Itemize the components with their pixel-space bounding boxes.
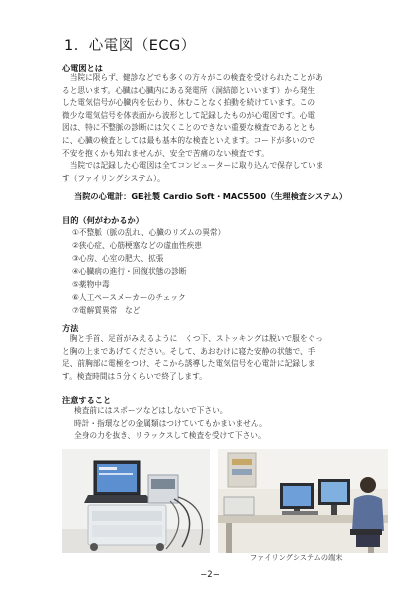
about-line: 当院に限らず、健診などでも多くの方々がこの検査を受けられたことがあ — [69, 73, 323, 82]
list-item: ④心臓病の進行・回復状態の診断 — [72, 267, 187, 276]
section-heading-notes: 注意すること — [62, 395, 112, 405]
about-line: ると思います。心臓は心臓内にある発電所（洞結節といいます）から発生 — [62, 85, 316, 95]
about-line: に、心臓の検査としては最も基本的な検査といえます。コードが多いので — [62, 135, 316, 145]
photo-caption: ファイリングシステムの端末 — [250, 553, 343, 562]
list-item: ②狭心症、心筋梗塞などの虚血性疾患 — [72, 241, 202, 250]
section-heading-purpose: 目的（何がわかるか） — [62, 215, 144, 225]
notes-line: 検査前にはスポーツなどはしないで下さい。 — [74, 406, 228, 415]
method-line: 足、前胸部に電極をつけ、そこから誘導した電気信号を心電計に記録しま — [62, 359, 316, 369]
about-line: した電気信号が心臓内を伝わり、休むことなく拍動を続けています。この — [62, 98, 316, 108]
method-line: 胸と手首、足首がみえるように くつ下、ストッキングは脱いで服をぐっ — [69, 334, 323, 343]
page-title: 1．心電図（ECG） — [64, 38, 196, 54]
about-line: 図は、特に不整脈の診断には欠くことのできない重要な検査であるととも — [62, 123, 316, 133]
about-line: 不安を抱くかも知れませんが、安全で苦痛のない検査です。 — [62, 148, 269, 158]
notes-line: 全身の力を抜き、リラックスして検査を受けて下さい。 — [74, 431, 266, 441]
list-item: ⑤薬物中毒 — [72, 280, 110, 289]
list-item: ③心房、心室の肥大、拡張 — [72, 254, 164, 263]
about-line: 当院では記録した心電図は全てコンピューターに取り込んで保存していま — [69, 161, 324, 171]
list-item: ⑦電解質異常 など — [72, 306, 141, 315]
method-paragraph — [62, 333, 388, 383]
about-line: す（ファイリングシステム）。 — [62, 173, 165, 183]
about-paragraph — [62, 72, 388, 185]
about-line: 微少な電気信号を体表面から波形として記録したものが心電図です。心電 — [62, 110, 316, 120]
page-number: −2− — [200, 570, 220, 580]
list-item: ①不整脈（脈の乱れ、心臓のリズムの異常） — [72, 228, 226, 237]
section-heading-about: 心電図とは — [62, 63, 103, 73]
list-item: ⑥人工ペースメーカーのチェック — [72, 293, 186, 302]
filing-system-photo — [218, 449, 388, 553]
section-heading-method: 方法 — [62, 323, 79, 333]
method-line: す。検査時間は５分くらいで終了します。 — [62, 371, 207, 381]
notes-line: 時計・指環などの金属類はつけていてもかまいません。 — [74, 418, 267, 428]
method-line: と胸の上まであげてください。そして、あおむけに寝た安静の状態で、手 — [62, 346, 316, 356]
notes-paragraph — [74, 405, 400, 443]
equipment-line: 当院の心電計：GE社製 Cardio Soft・MAC5500（生理検査システム） — [74, 191, 348, 201]
purpose-list — [72, 226, 225, 317]
ecg-machine-photo — [62, 449, 210, 553]
